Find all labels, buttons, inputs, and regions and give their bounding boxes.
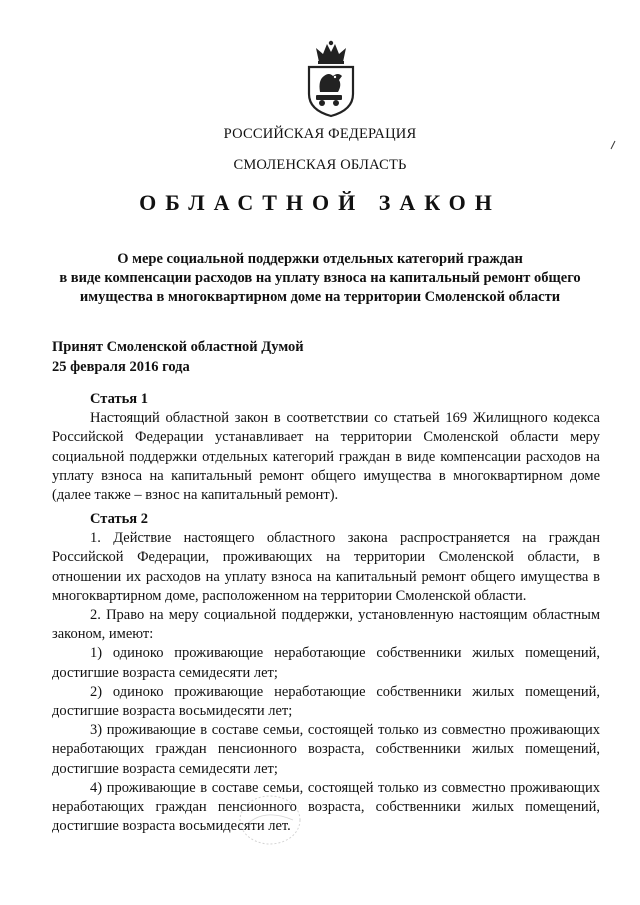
- law-subject: [0, 250, 640, 307]
- article-heading: Статья 2: [90, 511, 148, 527]
- list-item: 3) проживающие в составе семьи, состоящей только из совместно проживающих неработающих граждан пенсионного возраста, собственники жилых помещений, достигшие возраста семидесяти лет;: [52, 722, 600, 777]
- adoption-body: Принят Смоленской областной Думой: [52, 339, 304, 355]
- list-item: 2) одиноко проживающие неработающие собственники жилых помещений, достигшие возраста восьмидесяти лет;: [52, 683, 600, 720]
- list-item: 4) проживающие в составе семьи, состоящей только из совместно проживающих неработающих граждан пенсионного возраста, собственники жилых помещений, достигшие возраста восьмидесяти лет.: [52, 779, 600, 835]
- subject-line: в виде компенсации расходов на уплату взноса на капитальный ремонт общего: [59, 270, 581, 286]
- article-paragraph: 2. Право на меру социальной поддержки, установленную настоящим областным законом, имеют:: [52, 607, 600, 643]
- law-title: ОБЛАСТНОЙ ЗАКОН: [139, 190, 501, 215]
- article-1: [52, 390, 600, 505]
- article-paragraph: 1. Действие настоящего областного закона распространяется на граждан Российской Федерации, проживающих на территории Смоленской области, в отношении их расходов на уплату взноса на капитальный ремонт общего имущества в многоквартирном доме, расположенном на территории Смоленской области.: [52, 530, 600, 604]
- adoption-date: 25 февраля 2016 года: [52, 359, 190, 375]
- adoption-info: [52, 337, 304, 377]
- list-item: 1) одиноко проживающие неработающие собственники жилых помещений, достигшие возраста семидесяти лет;: [52, 645, 600, 681]
- federation-heading: РОССИЙСКАЯ ФЕДЕРАЦИЯ: [223, 126, 417, 142]
- subject-line: имущества в многоквартирном доме на территории Смоленской области: [79, 289, 561, 305]
- article-paragraph: Настоящий областной закон в соответствии со статьей 169 Жилищного кодекса Российской Федерации устанавливает на территории Смоленской области меру социальной поддержки отдельных категорий граждан в виде компенсации расходов на уплату взноса на капитальный ремонт общего имущества в многоквартирном доме (далее также – взнос на капитальный ремонт).: [52, 410, 600, 504]
- faint-stamp-mark: [235, 790, 305, 850]
- article-2: [52, 510, 600, 836]
- article-heading: Статья 1: [90, 391, 148, 407]
- coat-of-arms-emblem: [302, 40, 360, 118]
- subject-line: О мере социальной поддержки отдельных категорий граждан: [117, 251, 523, 267]
- region-heading: СМОЛЕНСКАЯ ОБЛАСТЬ: [233, 157, 407, 173]
